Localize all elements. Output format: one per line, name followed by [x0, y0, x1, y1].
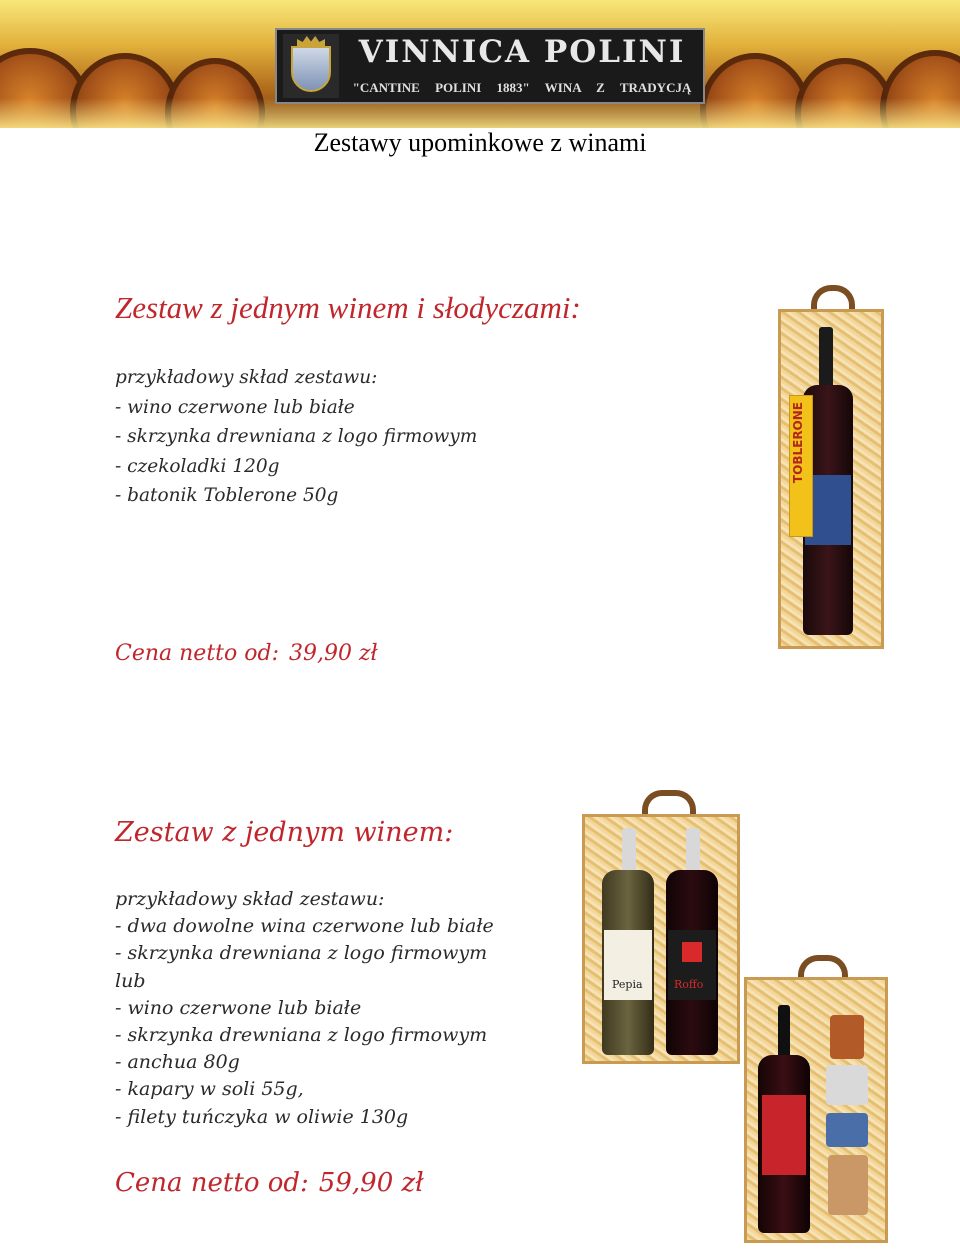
section1-price: [115, 641, 378, 666]
list-item: - anchua 80g: [115, 1051, 240, 1074]
coat-of-arms-icon: [283, 34, 339, 98]
section2-price: [115, 1168, 424, 1198]
section1-items: [115, 363, 477, 511]
list-item: przykładowy skład zestawu:: [115, 367, 378, 388]
header-banner: [0, 0, 960, 128]
list-item: - wino czerwone lub białe: [115, 996, 362, 1019]
price-label: Cena netto od:: [115, 641, 279, 666]
price-label: Cena netto od:: [115, 1168, 309, 1198]
list-item: - skrzynka drewniana z logo firmowym: [115, 1024, 488, 1047]
list-item: - wino czerwone lub białe: [115, 396, 355, 418]
list-item: - kapary w soli 55g,: [115, 1078, 304, 1101]
page-title: Zestawy upominkowe z winami: [313, 128, 647, 157]
list-item: - filety tuńczyka w oliwie 130g: [115, 1105, 409, 1128]
list-item: - skrzynka drewniana z logo firmowym: [115, 942, 488, 965]
section2-items: [115, 886, 494, 1131]
section2-heading: Zestaw z jednym winem:: [115, 817, 454, 848]
list-item: - dwa dowolne wina czerwone lub białe: [115, 915, 494, 938]
wine-label-text: Roffo: [674, 978, 704, 991]
logo-subtitle: "CANTINE POLINI 1883" WINA Z TRADYCJĄ: [352, 80, 692, 95]
price-value: 59,90 zł: [318, 1168, 424, 1198]
list-item: lub: [115, 969, 146, 992]
section1-heading: Zestaw z jednym winem i słodyczami:: [115, 290, 581, 325]
wine-label-text: Pepia: [612, 978, 643, 991]
gift-box-image-3: [742, 955, 890, 1245]
list-item: przykładowy skład zestawu:: [115, 888, 385, 910]
brand-logo: [275, 28, 705, 104]
gift-box-image-1: [775, 285, 887, 650]
gift-box-image-2: [580, 790, 742, 1066]
list-item: - czekoladki 120g: [115, 455, 280, 477]
list-item: - batonik Toblerone 50g: [115, 485, 339, 506]
toblerone-bar: TOBLERONE: [789, 395, 813, 537]
price-value: 39,90 zł: [288, 641, 378, 666]
logo-title: VINNICA POLINI: [358, 34, 686, 70]
list-item: - skrzynka drewniana z logo firmowym: [115, 426, 478, 447]
